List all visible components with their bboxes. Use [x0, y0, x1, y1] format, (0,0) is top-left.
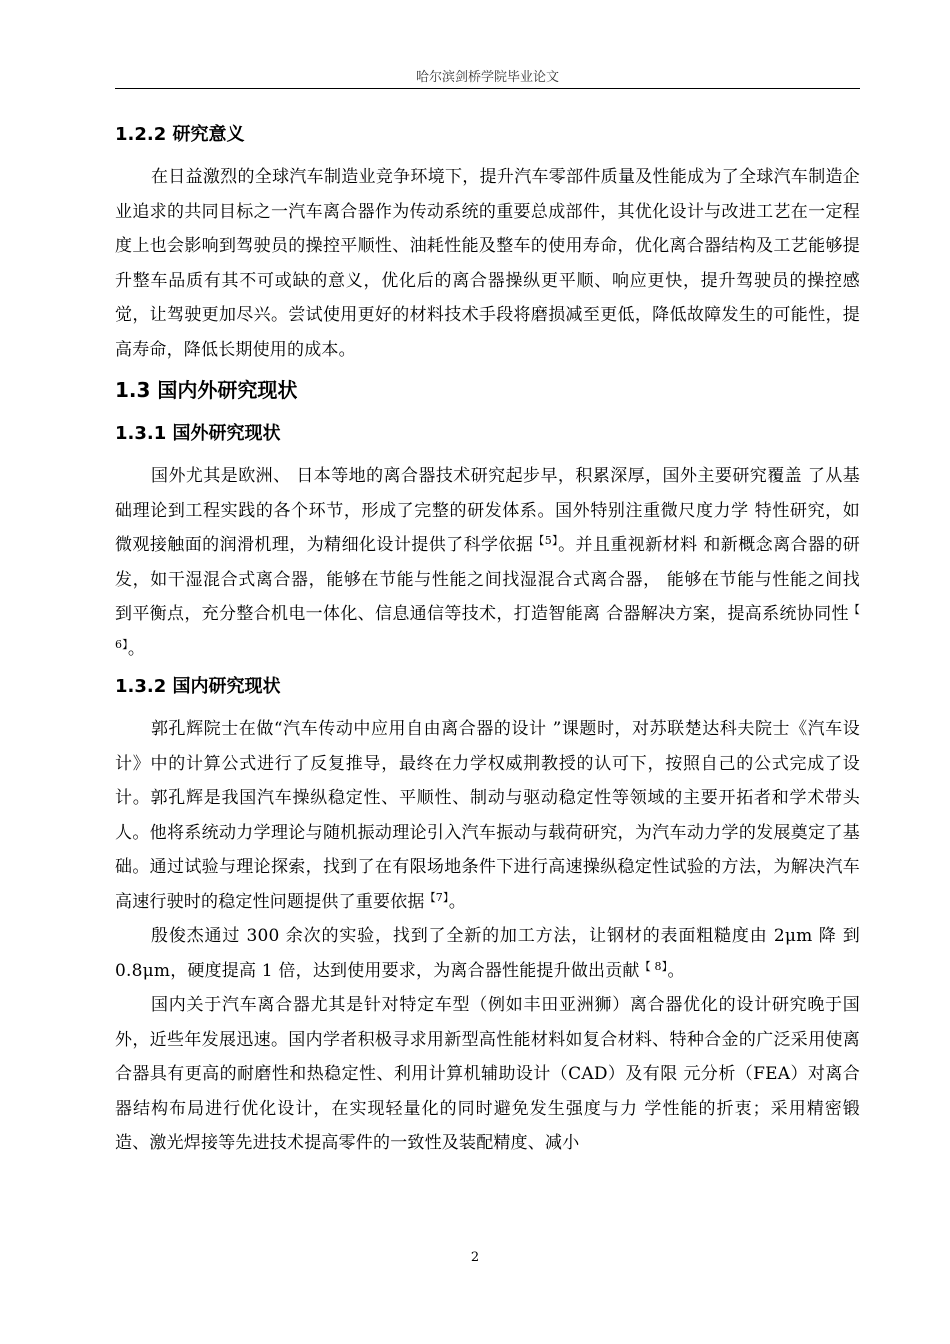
text-segment: 郭孔辉院士在做“汽车传动中应用自由离合器的设计 ”课题时，对苏联楚达科夫院士《汽车设计》中的计算公式进行了反复推导，最终在力学权威荆教授的认可下，按照自己的公式完成了设计。郭孔辉是我国汽车操纵稳定性、平顺性、制动与驱动稳定性等领域的主要开拓者和学术带头人。他将系统动力学理论与随机振动理论引入汽车振动与载荷研究，为汽车动力学的发展奠定了基础。通过试验与理论探索，找到了在有限场地条件下进行高速操纵稳定性试验的方法，为解决汽车高速行驶时的稳定性问题提供了重要依据 — [115, 719, 860, 912]
paragraph-domestic-research-1 — [115, 712, 860, 919]
citation-ref: 【 8】 — [639, 959, 668, 973]
text-segment: 。 — [448, 891, 466, 912]
citation-ref: 【5】 — [533, 534, 559, 547]
paragraph-domestic-research-2 — [115, 919, 860, 988]
header-rule — [115, 88, 860, 89]
paragraph-foreign-research — [115, 459, 860, 666]
text-segment: 国外尤其是欧洲、 日本等地的离合器技术研究起步早，积累深厚，国外主要研究覆盖 了从基础理论到工程实践的各个环节，形成了完整的研发体系。国外特别注重微尺度力学 特性研究，如微观接触面的润滑机理，为精细化设计提供了科学依据 — [115, 466, 860, 555]
section-heading-1-3-1: 1.3.1 国外研究现状 — [115, 423, 281, 444]
citation-ref: 【7】 — [424, 890, 449, 904]
paragraph-research-significance: 在日益激烈的全球汽车制造业竞争环境下，提升汽车零部件质量及性能成为了全球汽车制造企业追求的共同目标之一汽车离合器作为传动系统的重要总成部件，其优化设计与改进工艺在一定程度上也会影响到驾驶员的操控平顺性、油耗性能及整车的使用寿命，优化离合器结构及工艺能够提升整车品质有其不可或缺的意义，优化后的离合器操纵更平顺、响应更快，提升驾驶员的操控感觉，让驾驶更加尽兴。尝试使用更好的材料技术手段将磨损减至更低，降低故障发生的可能性，提高寿命，降低长期使用的成本。 — [115, 167, 860, 360]
running-header: 哈尔滨剑桥学院毕业论文 — [415, 70, 559, 85]
paragraph-domestic-research-3: 国内关于汽车离合器尤其是针对特定车型（例如丰田亚洲狮）离合器优化的设计研究晚于国外，近些年发展迅速。国内学者积极寻求用新型高性能材料如复合材料、特种合金的广泛采用使离合器具有更高的耐磨性和热稳定性、利用计算机辅助设计（CAD）及有限 元分析（FEA）对离合器结构布局进行优化设计，在实现轻量化的同时避免发生强度与力 学性能的折衷；采用精密锻造、激光焊接等先进技术提高零件的一致性及装配精度、减小 — [115, 995, 860, 1153]
text-segment: 殷俊杰通过 300 余次的实验，找到了全新的加工方法，让钢材的表面粗糙度由 2μm 降 到 0.8μm，硬度提高 1 倍，达到使用要求，为离合器性能提升做出贡献 — [115, 926, 860, 981]
section-heading-1-2-2: 1.2.2 研究意义 — [115, 124, 245, 145]
text-segment: 。 — [667, 960, 685, 981]
section-heading-1-3: 1.3 国内外研究现状 — [115, 378, 298, 402]
document-body — [115, 120, 860, 1161]
section-heading-1-3-2: 1.3.2 国内研究现状 — [115, 676, 281, 697]
text-segment: 。并且重视新材料 和新概念离合器的研发，如干湿混合式离合器，能够在节能与性能之间找湿混合式离合器， 能够在节能与性能之间找到平衡点，充分整合机电一体化、信息通信等技术，打造智能离 合器解决方案，提高系统协同性 — [115, 535, 860, 624]
text-segment: 。 — [127, 638, 146, 659]
citation-ref: 【 6】 — [115, 603, 860, 651]
page-number: 2 — [470, 1250, 480, 1265]
